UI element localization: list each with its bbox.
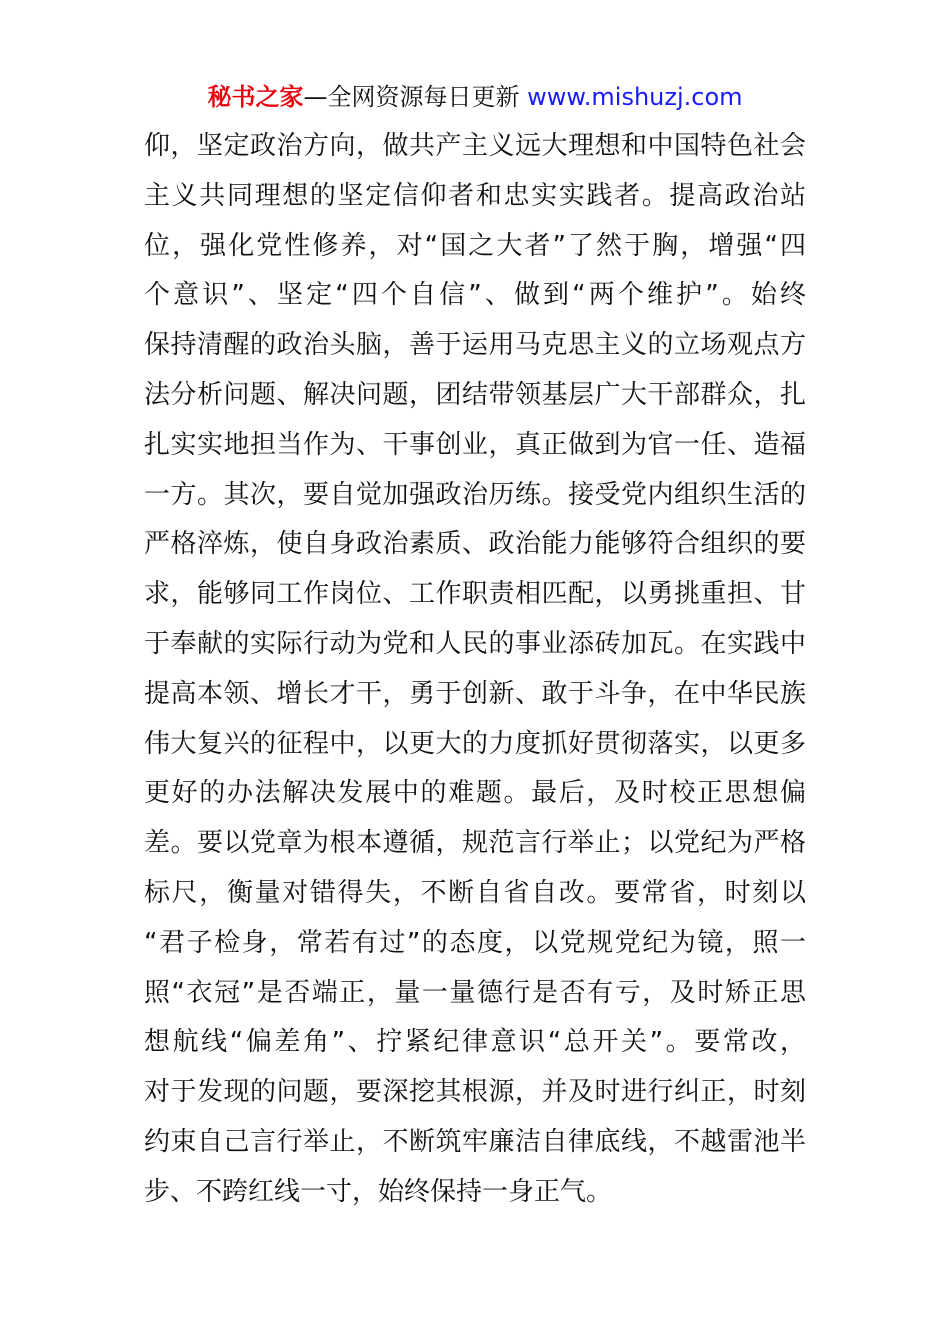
text-line: 想航线“偏差角”、拧紧纪律意识“总开关”。要常改， <box>144 1027 806 1058</box>
document-body <box>144 122 806 1218</box>
site-brand: 秘书之家 <box>207 83 304 111</box>
text-line: 个意识”、坚定“四个自信”、做到“两个维护”。始终 <box>144 280 806 311</box>
text-line: 保持清醒的政治头脑，善于运用马克思主义的立场观点方 <box>144 330 806 361</box>
text-line: “君子检身，常若有过”的态度，以党规党纪为镜，照一 <box>144 927 806 958</box>
text-line: 标尺，衡量对错得失，不断自省自改。要常省，时刻以 <box>144 877 806 908</box>
text-line: 伟大复兴的征程中，以更大的力度抓好贯彻落实，以更多 <box>144 728 806 759</box>
text-line: 差。要以党章为根本遵循，规范言行举止；以党纪为严格 <box>144 828 806 859</box>
text-line: 更好的办法解决发展中的难题。最后，及时校正思想偏 <box>144 778 806 809</box>
text-line: 位，强化党性修养，对“国之大者”了然于胸，增强“四 <box>144 230 806 261</box>
text-line: 提高本领、增长才干，勇于创新、敢于斗争，在中华民族 <box>144 678 806 709</box>
text-line: 严格淬炼，使自身政治素质、政治能力能够符合组织的要 <box>144 529 806 560</box>
text-line: 求，能够同工作岗位、工作职责相匹配，以勇挑重担、甘 <box>144 579 806 610</box>
text-line: 照“衣冠”是否端正，量一量德行是否有亏，及时矫正思 <box>144 977 806 1008</box>
text-line: 一方。其次，要自觉加强政治历练。接受党内组织生活的 <box>144 479 806 510</box>
text-line: 约束自己言行举止，不断筑牢廉洁自律底线，不越雷池半 <box>144 1126 806 1157</box>
text-line-last: 步、不跨红线一寸，始终保持一身正气。 <box>144 1176 613 1207</box>
text-line: 法分析问题、解决问题，团结带领基层广大干部群众，扎 <box>144 379 806 410</box>
text-line: 仰，坚定政治方向，做共产主义远大理想和中国特色社会 <box>144 131 806 161</box>
page-header <box>0 80 950 114</box>
text-line: 扎实实地担当作为、干事创业，真正做到为官一任、造福 <box>144 429 806 460</box>
text-line: 于奉献的实际行动为党和人民的事业添砖加瓦。在实践中 <box>144 628 806 659</box>
site-tagline: —全网资源每日更新 <box>303 83 528 111</box>
text-line: 对于发现的问题，要深挖其根源，并及时进行纠正，时刻 <box>144 1077 806 1108</box>
site-url-link[interactable]: www.mishuzj.com <box>527 83 743 111</box>
text-line: 主义共同理想的坚定信仰者和忠实实践者。提高政治站 <box>144 180 806 211</box>
